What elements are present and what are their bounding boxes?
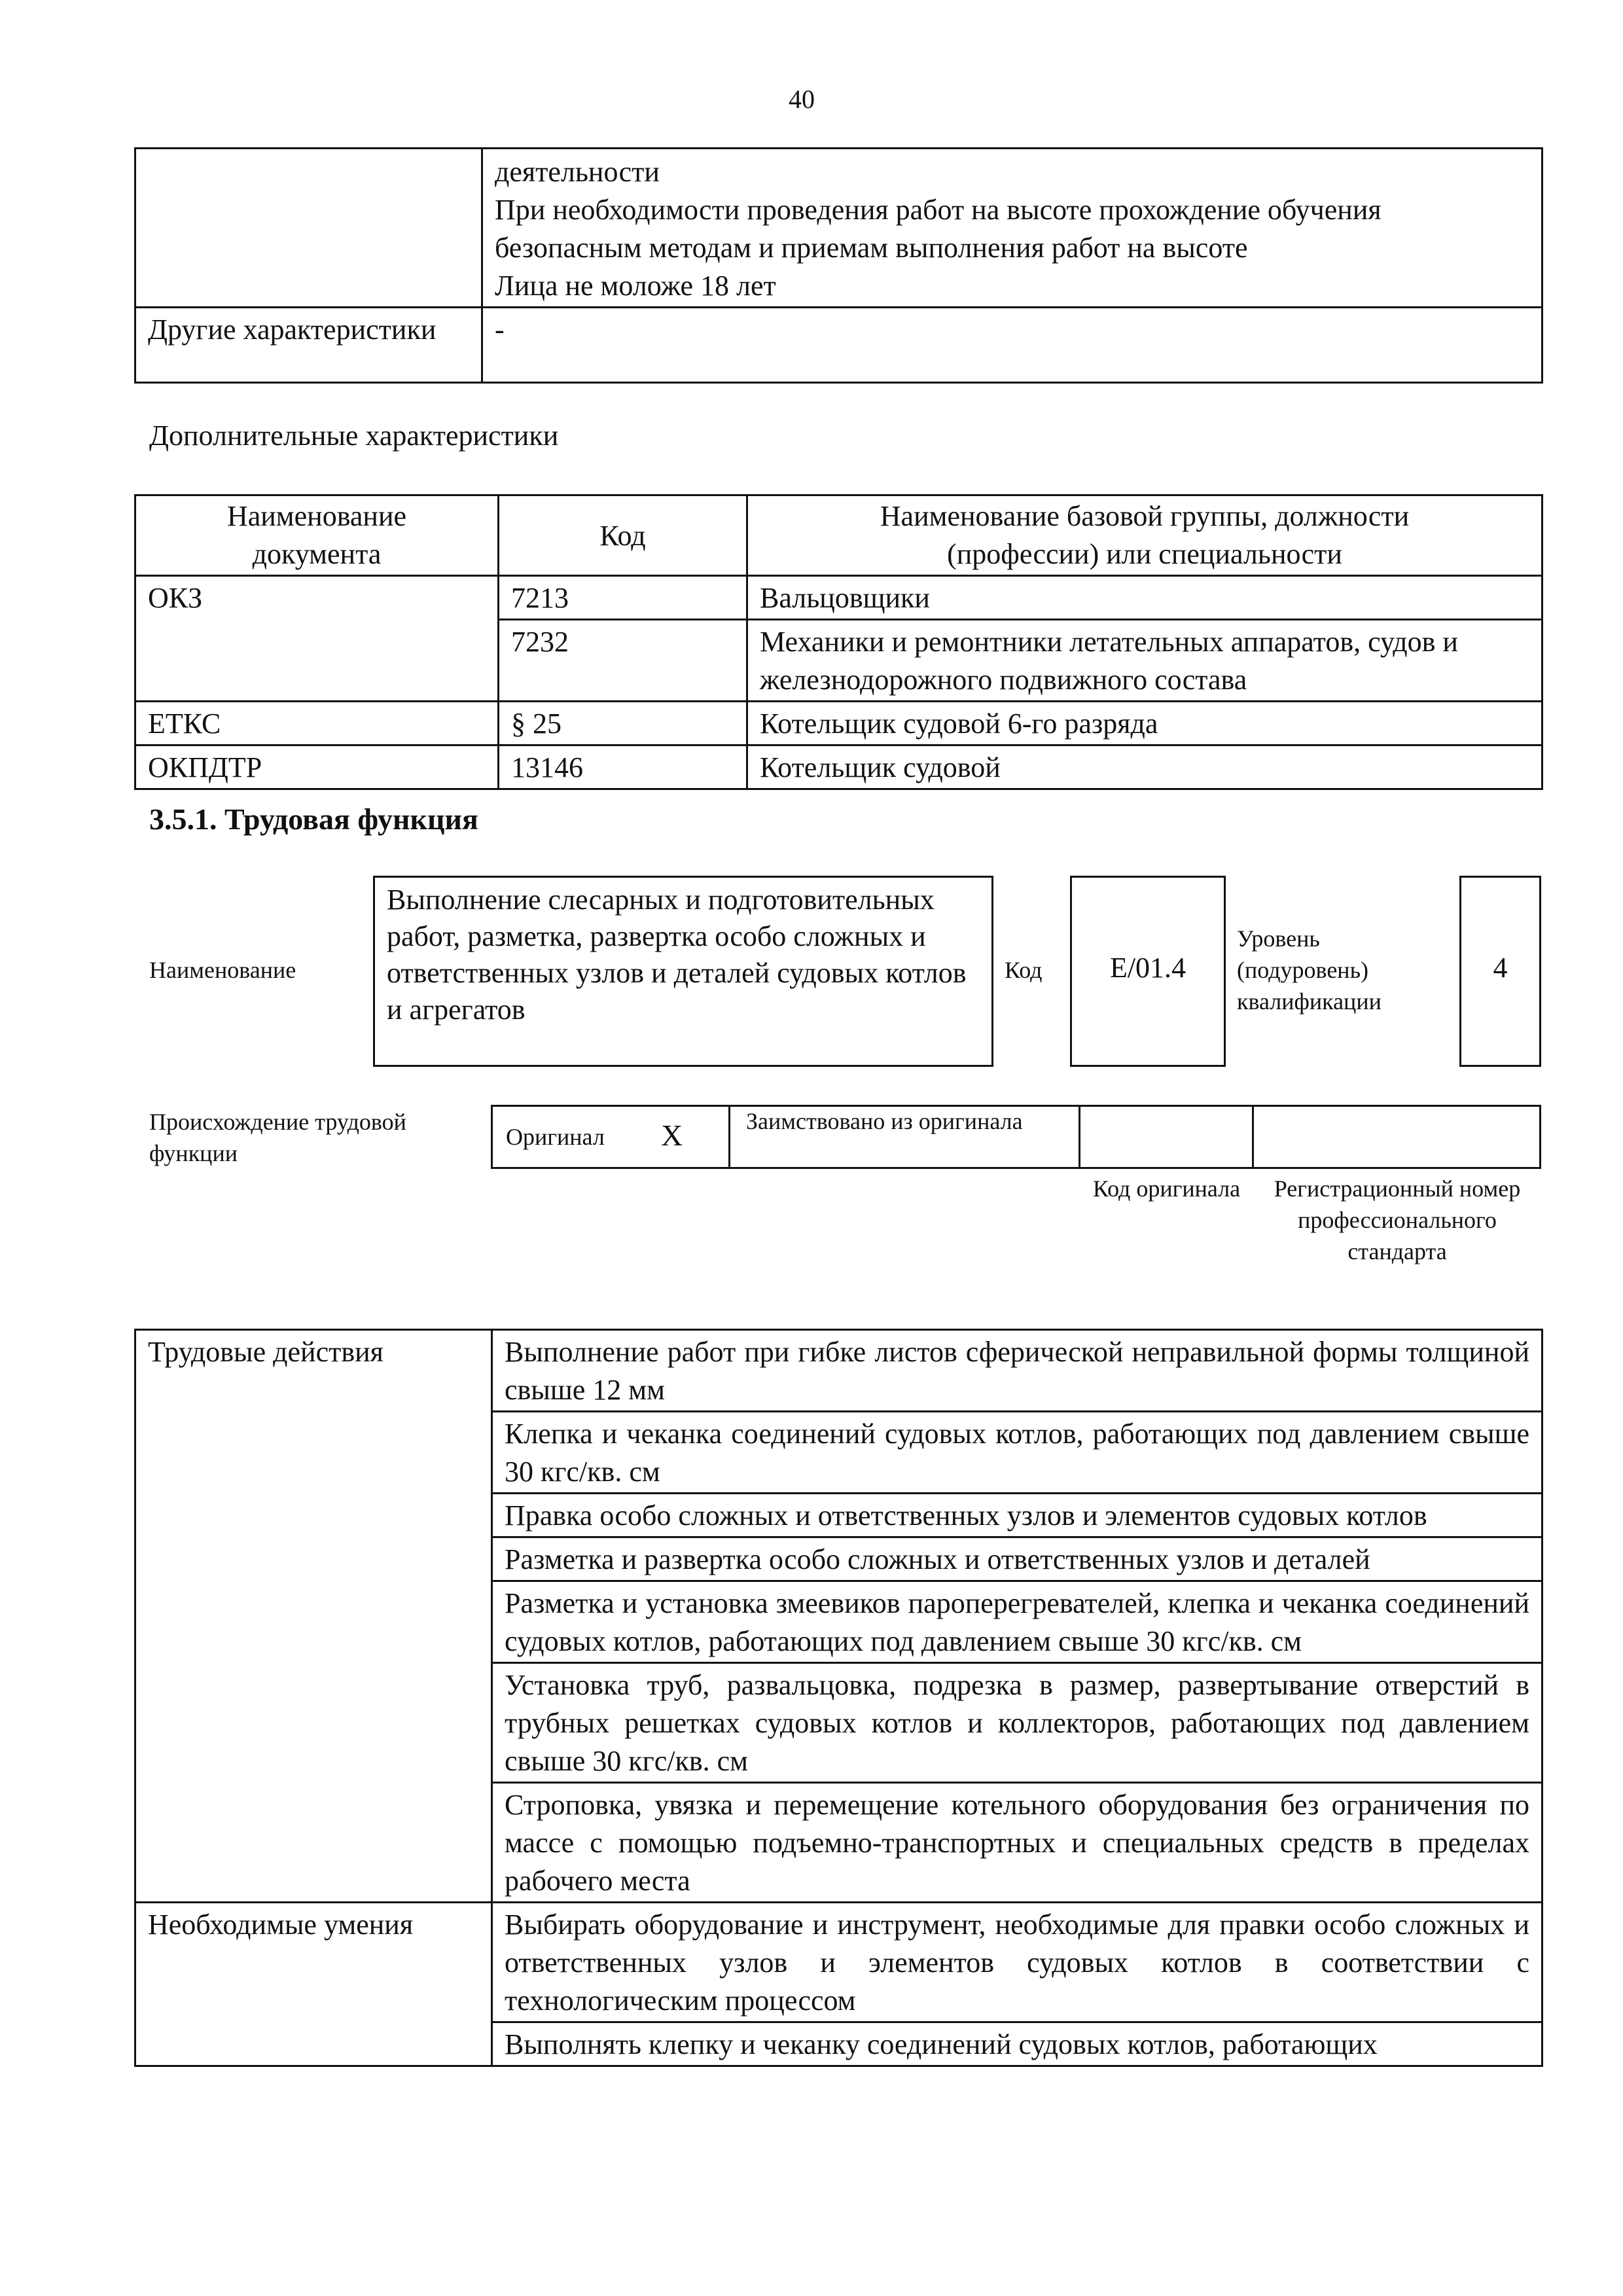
level-label: Уровень (подуровень) квалификации (1237, 925, 1382, 1014)
doc-cell: ОКПДТР (135, 745, 499, 789)
section-label: Трудовые действия (135, 1330, 492, 1903)
function-code-box (1070, 876, 1226, 1067)
header-name: Наименование базовой группы, должности (профессии) или специальности (747, 495, 1543, 576)
additional-characteristics-table (134, 494, 1543, 790)
level-box (1459, 876, 1541, 1067)
level-value: 4 (1493, 952, 1508, 984)
name-cell: Котельщик судовой (747, 745, 1543, 789)
code-cell: 7213 (499, 576, 747, 620)
table-row (135, 1903, 1543, 2022)
list-item: Строповка, увязка и перемещение котельного оборудования без ограничения по массе с помощью подъемно-транспортных и специальных средств в пределах рабочего места (492, 1783, 1543, 1903)
section-label: Необходимые умения (135, 1903, 492, 2066)
code-cell: 7232 (499, 620, 747, 702)
original-label: Оригинал (506, 1124, 605, 1150)
list-item: Выполнять клепку и чеканку соединений судовых котлов, работающих (492, 2022, 1543, 2066)
list-item: Выбирать оборудование и инструмент, необходимые для правки особо сложных и ответственных узлов и элементов судовых котлов в соответствии с технологическим процессом (492, 1903, 1543, 2022)
code-cell: 13146 (499, 745, 747, 789)
name-cell: Механики и ремонтники летательных аппаратов, судов и железнодорожного подвижного состава (747, 620, 1543, 702)
name-label: Наименование (149, 957, 296, 983)
table-cell-value: - (482, 308, 1543, 383)
section-title: Дополнительные характеристики (149, 420, 559, 452)
table-cell-label (135, 149, 482, 308)
list-item: Правка особо сложных и ответственных узлов и элементов судовых котлов (492, 1494, 1543, 1537)
table-header-row (135, 495, 1543, 576)
table-cell-value (482, 149, 1543, 308)
function-name-box (373, 876, 993, 1067)
table-cell-label: Другие характеристики (135, 308, 482, 383)
list-item: Клепка и чеканка соединений судовых котлов, работающих под давлением свыше 30 кгс/кв. см (492, 1412, 1543, 1494)
name-cell: Вальцовщики (747, 576, 1543, 620)
code-label: Код (1005, 957, 1043, 983)
borrowed-label: Заимствовано из оригинала (746, 1108, 1023, 1134)
text-line: При необходимости проведения работ на высоте прохождение обучения безопасным методам и приемам выполнения работ на высоте (495, 194, 1382, 264)
code-original-caption: Код оригинала (1092, 1175, 1241, 1202)
function-name: Выполнение слесарных и подготовительных работ, разметка, развертка особо сложных и ответственных узлов и деталей судовых котлов и агрегатов (387, 884, 967, 1026)
table-row (135, 149, 1543, 308)
reg-number-caption: Регистрационный номер профессионального стандарта (1274, 1175, 1521, 1265)
text-line: Лица не моложе 18 лет (495, 270, 776, 302)
table-row (135, 745, 1543, 789)
origin-label: Происхождение трудовой функции (149, 1109, 406, 1166)
doc-cell: ЕТКС (135, 702, 499, 745)
list-item: Установка труб, развальцовка, подрезка в размер, развертывание отверстий в трубных решетках судовых котлов и коллекторов, работающих под давлением свыше 30 кгс/кв. см (492, 1663, 1543, 1783)
header-document: Наименование документа (135, 495, 499, 576)
name-cell: Котельщик судовой 6-го разряда (747, 702, 1543, 745)
list-item: Выполнение работ при гибке листов сферической неправильной формы толщиной свыше 12 мм (492, 1330, 1543, 1412)
header-code: Код (499, 495, 747, 576)
divider (728, 1105, 730, 1169)
list-item: Разметка и развертка особо сложных и ответственных узлов и деталей (492, 1537, 1543, 1581)
code-cell: § 25 (499, 702, 747, 745)
divider (1252, 1105, 1254, 1169)
text-line: деятельности (495, 156, 660, 188)
table-row (135, 308, 1543, 383)
function-heading: 3.5.1. Трудовая функция (149, 802, 478, 836)
divider (1079, 1105, 1080, 1169)
page-number: 40 (789, 84, 815, 114)
function-code: E/01.4 (1109, 952, 1186, 984)
labor-function-table (134, 1329, 1543, 2067)
original-mark: X (661, 1119, 683, 1152)
table-row (135, 1330, 1543, 1412)
qualification-requirements-table (134, 147, 1543, 384)
table-row (135, 576, 1543, 620)
list-item: Разметка и установка змеевиков пароперегревателей, клепка и чеканка соединений судовых котлов, работающих под давлением свыше 30 кгс/кв. см (492, 1581, 1543, 1663)
doc-cell: ОКЗ (135, 576, 499, 702)
table-row (135, 702, 1543, 745)
